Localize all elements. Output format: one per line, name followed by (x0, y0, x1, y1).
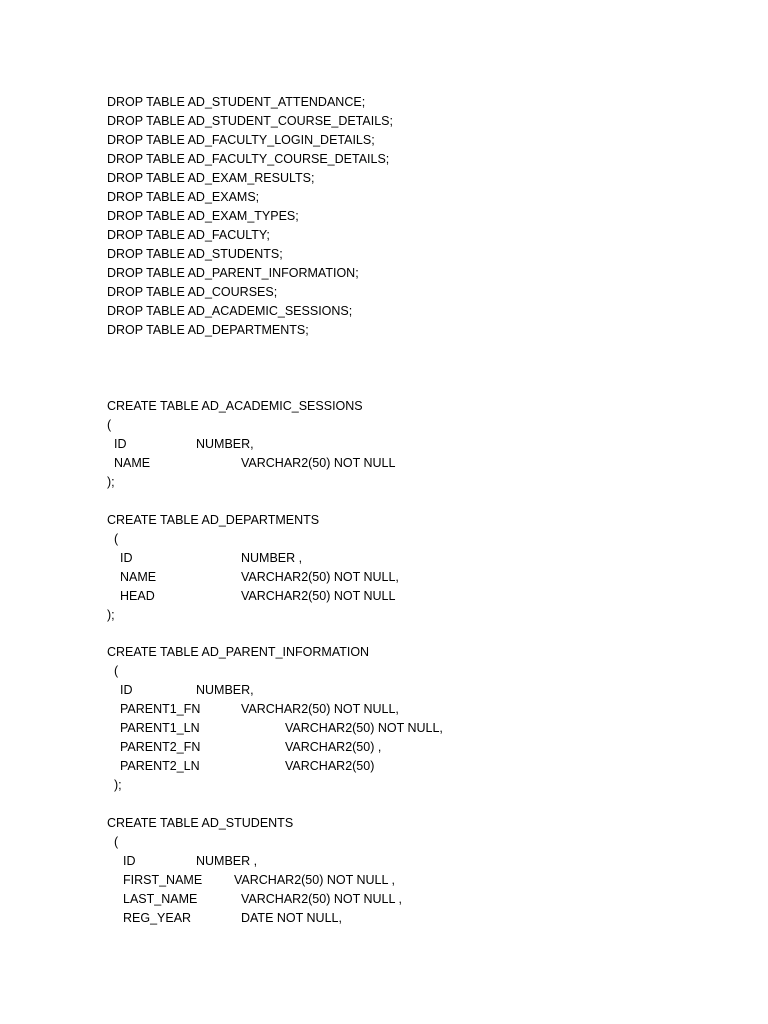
column-name: NAME (120, 570, 157, 584)
drop-statement: DROP TABLE AD_EXAM_RESULTS; (107, 171, 315, 185)
open-paren: ( (114, 532, 119, 546)
create-statement: CREATE TABLE AD_STUDENTS (107, 816, 294, 830)
drop-statement: DROP TABLE AD_EXAMS; (107, 190, 260, 204)
column-name: NAME (114, 456, 151, 470)
column-type: VARCHAR2(50) NOT NULL, (241, 570, 399, 584)
column-name: ID (120, 683, 133, 697)
column-name: LAST_NAME (123, 892, 198, 906)
create-statement: CREATE TABLE AD_ACADEMIC_SESSIONS (107, 399, 363, 413)
drop-statement: DROP TABLE AD_COURSES; (107, 285, 278, 299)
drop-statement: DROP TABLE AD_EXAM_TYPES; (107, 209, 299, 223)
open-paren: ( (107, 418, 112, 432)
column-type: NUMBER, (196, 683, 254, 697)
column-name: ID (120, 551, 133, 565)
drop-statement: DROP TABLE AD_FACULTY_LOGIN_DETAILS; (107, 133, 375, 147)
column-name: PARENT2_FN (120, 740, 201, 754)
drop-statement: DROP TABLE AD_ACADEMIC_SESSIONS; (107, 304, 353, 318)
open-paren: ( (114, 835, 119, 849)
column-name: PARENT1_LN (120, 721, 200, 735)
column-type: VARCHAR2(50) NOT NULL (241, 456, 396, 470)
create-statement: CREATE TABLE AD_PARENT_INFORMATION (107, 645, 370, 659)
column-type: NUMBER , (241, 551, 303, 565)
column-type: VARCHAR2(50) (285, 759, 375, 773)
create-statement: CREATE TABLE AD_DEPARTMENTS (107, 513, 320, 527)
column-name: FIRST_NAME (123, 873, 203, 887)
column-type: VARCHAR2(50) , (285, 740, 382, 754)
column-type: VARCHAR2(50) NOT NULL, (241, 702, 399, 716)
column-type: VARCHAR2(50) NOT NULL , (241, 892, 402, 906)
drop-statement: DROP TABLE AD_DEPARTMENTS; (107, 323, 309, 337)
drop-statement: DROP TABLE AD_FACULTY_COURSE_DETAILS; (107, 152, 390, 166)
column-name: REG_YEAR (123, 911, 192, 925)
drop-statement: DROP TABLE AD_STUDENT_ATTENDANCE; (107, 95, 366, 109)
column-type: VARCHAR2(50) NOT NULL , (234, 873, 395, 887)
open-paren: ( (114, 664, 119, 678)
column-type: NUMBER , (196, 854, 258, 868)
drop-statement: DROP TABLE AD_STUDENT_COURSE_DETAILS; (107, 114, 393, 128)
column-name: ID (114, 437, 127, 451)
column-type: NUMBER, (196, 437, 254, 451)
close-paren: ); (107, 475, 115, 489)
column-name: PARENT1_FN (120, 702, 201, 716)
column-type: VARCHAR2(50) NOT NULL, (285, 721, 443, 735)
column-name: PARENT2_LN (120, 759, 200, 773)
close-paren: ); (107, 608, 115, 622)
column-name: HEAD (120, 589, 155, 603)
column-type: DATE NOT NULL, (241, 911, 342, 925)
column-type: VARCHAR2(50) NOT NULL (241, 589, 396, 603)
drop-statement: DROP TABLE AD_STUDENTS; (107, 247, 283, 261)
drop-statement: DROP TABLE AD_FACULTY; (107, 228, 270, 242)
column-name: ID (123, 854, 136, 868)
close-paren: ); (114, 778, 122, 792)
drop-statement: DROP TABLE AD_PARENT_INFORMATION; (107, 266, 359, 280)
